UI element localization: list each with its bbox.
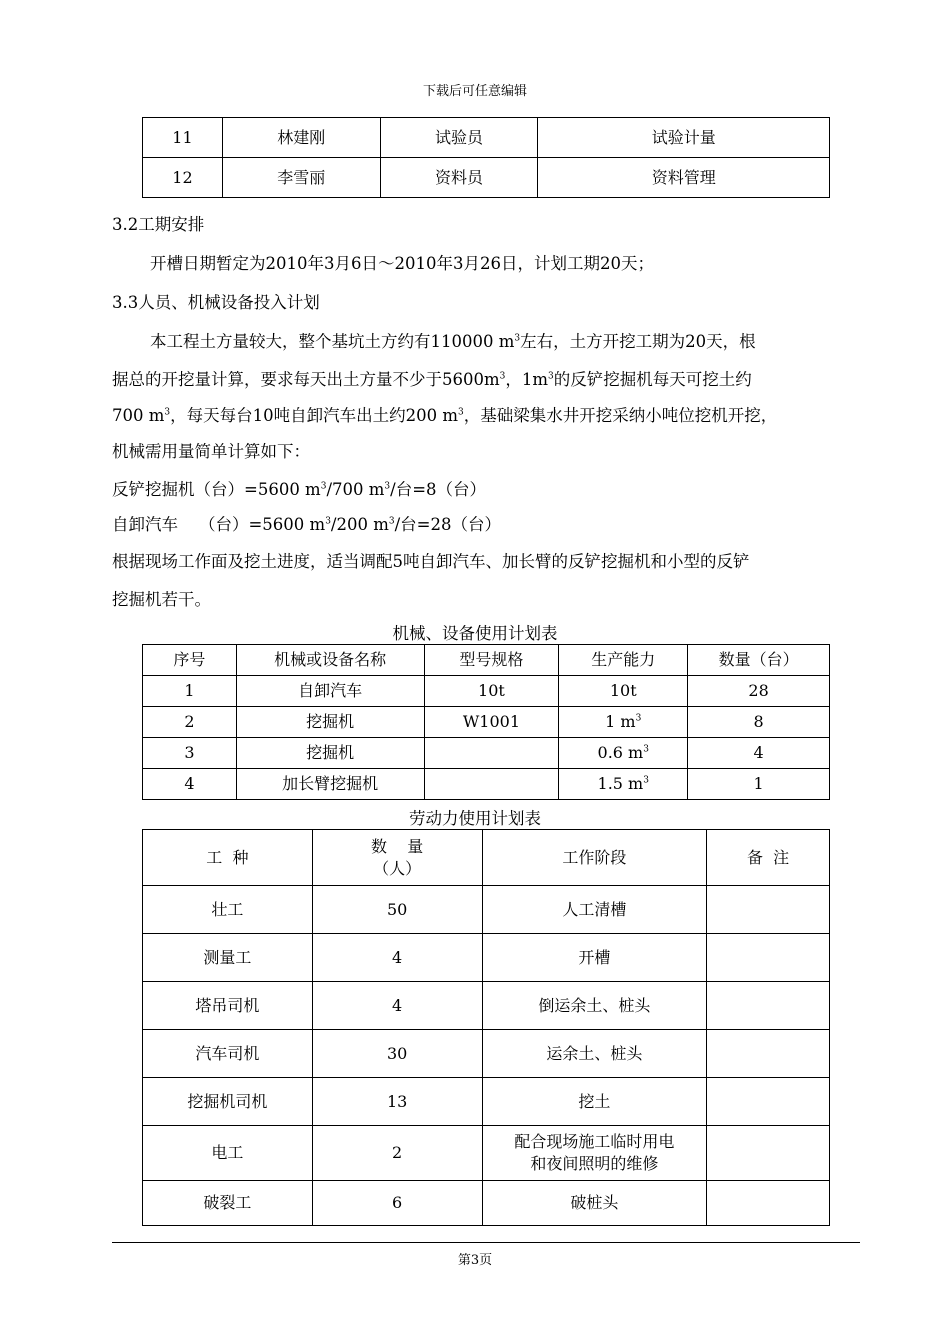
table-row bbox=[143, 1126, 830, 1181]
cell: 挖掘机 bbox=[236, 738, 424, 769]
cell: 30 bbox=[312, 1030, 482, 1078]
cell: 人工清槽 bbox=[482, 886, 707, 934]
cell: 试验计量 bbox=[538, 118, 830, 158]
cell: 2 bbox=[312, 1126, 482, 1181]
cell: 8 bbox=[688, 707, 830, 738]
header-cell: 序号 bbox=[143, 645, 237, 676]
cell: 1 $m^3$ bbox=[559, 707, 688, 738]
cell: 自卸汽车 bbox=[236, 676, 424, 707]
cell: 开槽 bbox=[482, 934, 707, 982]
cell: 1 bbox=[143, 676, 237, 707]
cell bbox=[707, 982, 830, 1030]
cell: 挖掘机司机 bbox=[143, 1078, 313, 1126]
cell: 加长臂挖掘机 bbox=[236, 769, 424, 800]
header-cell: 机械或设备名称 bbox=[236, 645, 424, 676]
cell: 测量工 bbox=[143, 934, 313, 982]
table-row bbox=[143, 769, 830, 800]
cell bbox=[707, 1126, 830, 1181]
cell bbox=[707, 1181, 830, 1226]
cell: 28 bbox=[688, 676, 830, 707]
section-heading-33: 3.3人员、机械设备投入计划 bbox=[112, 293, 320, 312]
labor-table-caption: 劳动力使用计划表 bbox=[409, 809, 541, 828]
paragraph-line: 根据现场工作面及挖土进度，适当调配5吨自卸汽车、加长臂的反铲挖掘机和小型的反铲 bbox=[112, 552, 750, 571]
table-row bbox=[143, 1181, 830, 1226]
schedule-text: 开槽日期暂定为2010年3月6日～2010年3月26日，计划工期20天； bbox=[150, 254, 654, 273]
cell: 挖掘机 bbox=[236, 707, 424, 738]
cell: W1001 bbox=[424, 707, 559, 738]
cell: 林建刚 bbox=[222, 118, 380, 158]
labor-table bbox=[142, 829, 830, 1226]
cell: 11 bbox=[143, 118, 223, 158]
table-row bbox=[143, 676, 830, 707]
paragraph-line: 挖掘机若干。 bbox=[112, 590, 211, 609]
calc-line: 反铲挖掘机（台）=5600 $m^3/700$ $m^3/$台=8（台） bbox=[112, 480, 487, 499]
machine-table bbox=[142, 644, 830, 800]
cell: 4 bbox=[688, 738, 830, 769]
table-row bbox=[143, 118, 830, 158]
cell: 4 bbox=[312, 934, 482, 982]
cell: 3 bbox=[143, 738, 237, 769]
header-cell: 工作阶段 bbox=[482, 830, 707, 886]
cell bbox=[707, 934, 830, 982]
cell: 倒运余土、桩头 bbox=[482, 982, 707, 1030]
header-cell: 数量（台） bbox=[688, 645, 830, 676]
cell: 壮工 bbox=[143, 886, 313, 934]
header-note: 下载后可任意编辑 bbox=[422, 84, 527, 99]
paragraph-line: 机械需用量简单计算如下： bbox=[112, 442, 310, 461]
cell: 破桩头 bbox=[482, 1181, 707, 1226]
cell bbox=[707, 886, 830, 934]
calc-line: 自卸汽车 （台）=5600 $m^3/200$ $m^3/$台=28（台） bbox=[112, 515, 501, 534]
paragraph-line: 700 $m^3$，每天每台10吨自卸汽车出土约200 $m^3$，基础梁集水井开挖采纳小吨位挖机开挖， bbox=[112, 406, 778, 425]
cell bbox=[707, 1030, 830, 1078]
table-row bbox=[143, 982, 830, 1030]
table-row bbox=[143, 934, 830, 982]
cell: 挖土 bbox=[482, 1078, 707, 1126]
cell: 1.5 $m^3$ bbox=[559, 769, 688, 800]
header-cell: 数 量 （人） bbox=[312, 830, 482, 886]
table-header-row bbox=[143, 830, 830, 886]
cell: 10t bbox=[424, 676, 559, 707]
cell: 13 bbox=[312, 1078, 482, 1126]
cell: 10t bbox=[559, 676, 688, 707]
cell: 资料员 bbox=[380, 158, 538, 198]
table-row bbox=[143, 738, 830, 769]
staff-table bbox=[142, 117, 830, 198]
cell: 配合现场施工临时用电 和夜间照明的维修 bbox=[482, 1126, 707, 1181]
cell bbox=[424, 769, 559, 800]
header-cell: 生产能力 bbox=[559, 645, 688, 676]
table-row bbox=[143, 707, 830, 738]
cell: 1 bbox=[688, 769, 830, 800]
table-row bbox=[143, 1078, 830, 1126]
machine-table-caption: 机械、设备使用计划表 bbox=[392, 624, 558, 643]
table-row bbox=[143, 886, 830, 934]
table-row bbox=[143, 158, 830, 198]
footer-divider bbox=[112, 1242, 860, 1243]
header-cell: 型号规格 bbox=[424, 645, 559, 676]
cell: 4 bbox=[312, 982, 482, 1030]
paragraph-line: 本工程土方量较大，整个基坑土方约有110000 $m^3$左右，土方开挖工期为20天，根 bbox=[150, 332, 756, 351]
paragraph-line: 据总的开挖量计算，要求每天出土方量不少于$5600m^3$，$1m^3$的反铲挖掘机每天可挖土约 bbox=[112, 370, 752, 389]
table-header-row bbox=[143, 645, 830, 676]
cell: 运余土、桩头 bbox=[482, 1030, 707, 1078]
cell: 0.6 $m^3$ bbox=[559, 738, 688, 769]
cell: 6 bbox=[312, 1181, 482, 1226]
cell bbox=[424, 738, 559, 769]
section-heading-32: 3.2工期安排 bbox=[112, 215, 205, 234]
cell: 李雪丽 bbox=[222, 158, 380, 198]
cell: 2 bbox=[143, 707, 237, 738]
cell: 50 bbox=[312, 886, 482, 934]
cell: 破裂工 bbox=[143, 1181, 313, 1226]
cell: 电工 bbox=[143, 1126, 313, 1181]
cell: 4 bbox=[143, 769, 237, 800]
cell bbox=[707, 1078, 830, 1126]
page-number: 第3页 bbox=[457, 1253, 493, 1268]
cell: 12 bbox=[143, 158, 223, 198]
cell: 塔吊司机 bbox=[143, 982, 313, 1030]
cell: 汽车司机 bbox=[143, 1030, 313, 1078]
table-row bbox=[143, 1030, 830, 1078]
header-cell: 工 种 bbox=[143, 830, 313, 886]
cell: 试验员 bbox=[380, 118, 538, 158]
cell: 资料管理 bbox=[538, 158, 830, 198]
header-cell: 备 注 bbox=[707, 830, 830, 886]
